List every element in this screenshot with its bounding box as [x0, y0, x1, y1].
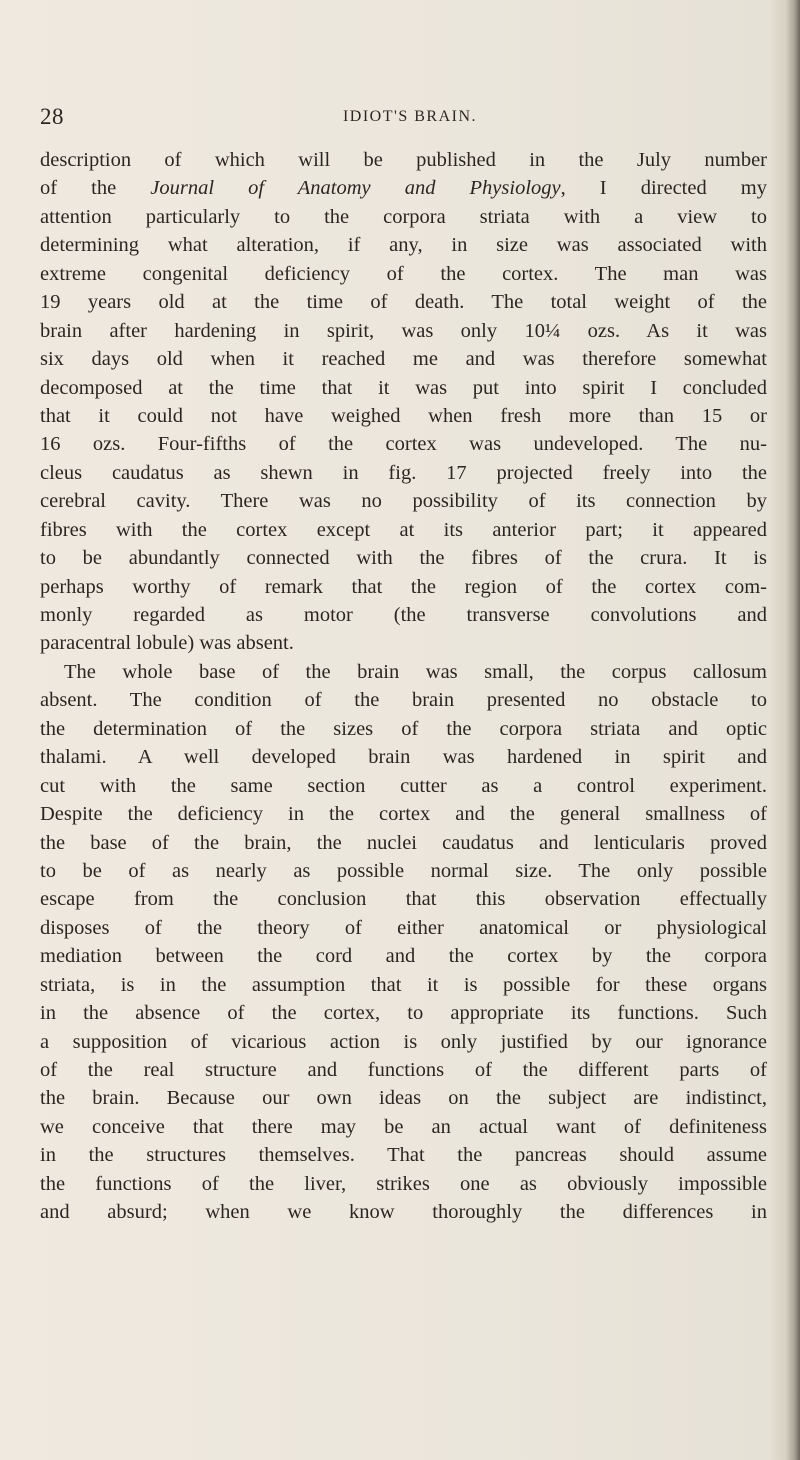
- text-line: the functions of the liver, strikes one as obviously impossible: [40, 1172, 767, 1195]
- text-line: and absurd; when we know thoroughly the differences in: [40, 1201, 767, 1224]
- text-line: in the structures themselves. That the pancreas should assume: [40, 1144, 767, 1167]
- text-line: description of which will be published in the July number: [40, 149, 767, 171]
- page-edge-shadow: [786, 0, 800, 1460]
- text-line: that it could not have weighed when fresh more than 15 or: [40, 404, 767, 427]
- text-line: paracentral lobule) was absent.: [40, 632, 294, 655]
- text-line: 19 years old at the time of death. The total weight of the: [40, 291, 767, 314]
- page-number: 28: [40, 104, 64, 129]
- text-line: the base of the brain, the nuclei caudatus and lenticularis proved: [40, 831, 767, 854]
- text-line: attention particularly to the corpora striata with a view to: [40, 205, 767, 228]
- text-line: to be of as nearly as possible normal size. The only possible: [40, 859, 767, 882]
- text-line: to be abundantly connected with the fibres of the crura. It is: [40, 547, 767, 570]
- text-line: Despite the deficiency in the cortex and the general smallness of: [40, 803, 767, 826]
- text-line: cut with the same section cutter as a control experiment.: [40, 774, 767, 797]
- text-line: determining what alteration, if any, in size was associated with: [40, 234, 767, 257]
- text-line: six days old when it reached me and was therefore somewhat: [40, 348, 767, 371]
- text-line: monly regarded as motor (the transverse convolutions and: [40, 604, 767, 626]
- text-line: of the Journal of Anatomy and Physiology, I directed my: [40, 177, 767, 200]
- body-text: [40, 146, 767, 1227]
- text-line: decomposed at the time that it was put into spirit I concluded: [40, 376, 767, 399]
- text-line: we conceive that there may be an actual want of definiteness: [40, 1115, 767, 1138]
- text-line: mediation between the cord and the cortex by the corpora: [40, 945, 767, 968]
- text-line: striata, is in the assumption that it is possible for these organs: [40, 973, 767, 996]
- text-line: fibres with the cortex except at its anterior part; it appeared: [40, 518, 767, 541]
- text-line: cleus caudatus as shewn in fig. 17 projected freely into the: [40, 461, 767, 484]
- text-line: the brain. Because our own ideas on the subject are indistinct,: [40, 1087, 767, 1110]
- text-line: escape from the conclusion that this observation effectually: [40, 888, 767, 911]
- text-line: a supposition of vicarious action is only justified by our ignorance: [40, 1030, 767, 1053]
- text-line: absent. The condition of the brain presented no obstacle to: [40, 689, 767, 712]
- page-header: [40, 104, 760, 138]
- text-line: the determination of the sizes of the corpora striata and optic: [40, 717, 767, 740]
- text-line: in the absence of the cortex, to appropriate its functions. Such: [40, 1002, 767, 1025]
- text-line: perhaps worthy of remark that the region of the cortex com-: [40, 575, 767, 598]
- text-line: cerebral cavity. There was no possibility of its connection by: [40, 490, 767, 513]
- text-line: thalami. A well developed brain was hardened in spirit and: [40, 746, 767, 769]
- text-line: 16 ozs. Four-fifths of the cortex was undeveloped. The nu-: [40, 433, 767, 456]
- text-line: The whole base of the brain was small, the corpus callosum: [64, 660, 767, 683]
- text-line: disposes of the theory of either anatomical or physiological: [40, 916, 767, 939]
- text-line: brain after hardening in spirit, was only 10¼ ozs. As it was: [40, 319, 767, 342]
- running-head: IDIOT'S BRAIN.: [342, 108, 478, 125]
- journal-title: Journal of Anatomy and Physiology: [150, 177, 561, 200]
- text-line: of the real structure and functions of the different parts of: [40, 1059, 767, 1081]
- text-line: extreme congenital deficiency of the cortex. The man was: [40, 262, 767, 285]
